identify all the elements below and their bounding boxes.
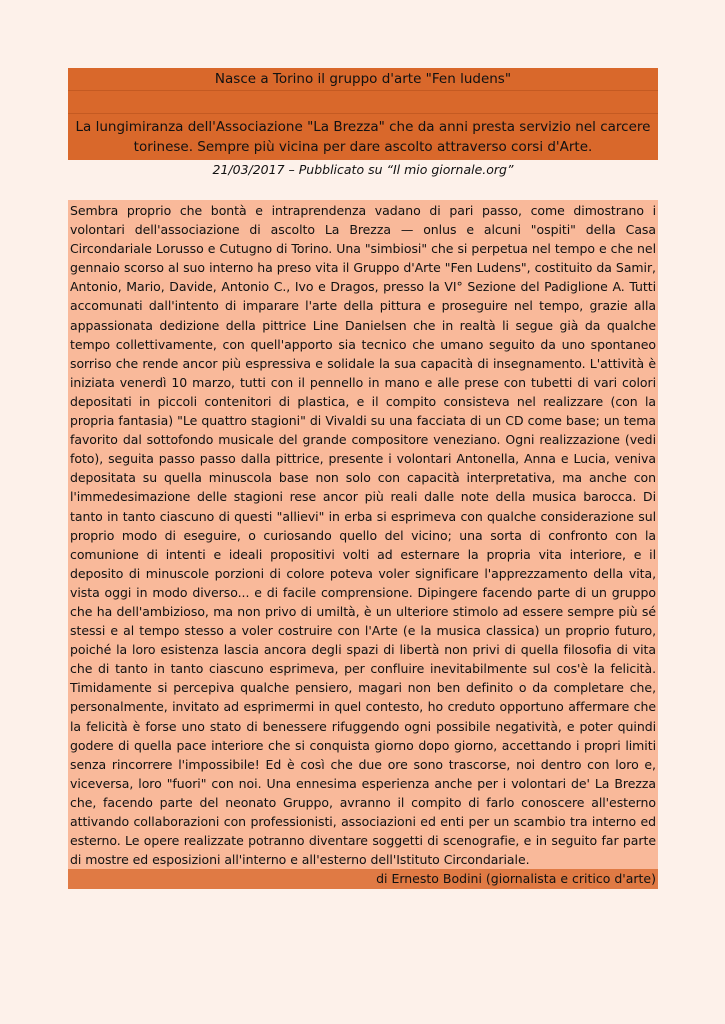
article-signature: di Ernesto Bodini (giornalista e critico d'arte) bbox=[68, 869, 658, 889]
article-subtitle: La lungimiranza dell'Associazione "La Brezza" che da anni presta servizio nel carcere torinese. Sempre più vicina per dare ascolto attraverso corsi d'Arte. bbox=[75, 119, 651, 155]
article-page bbox=[68, 68, 658, 889]
section-gap bbox=[68, 179, 658, 200]
publication-date: 21/03/2017 – Pubblicato su “Il mio giornale.org” bbox=[212, 162, 514, 177]
article-body: Sembra proprio che bontà e intraprendenza vadano di pari passo, come dimostrano i volontari dell'associazione di ascolto La Brezza — onlus e alcuni "ospiti" della Casa Circondariale Lorusso e Cutugno di Torino. Una "simbiosi" che si perpetua nel tempo e che nel gennaio scorso al suo interno ha preso vita il Gruppo d'Arte "Fen Ludens", costituito da Samir, Antonio, Mario, Davide, Antonio C., Ivo e Dragos, presso la VI° Sezione del Padiglione A. Tutti accomunati dall'intento di imparare l'arte della pittura e proseguire nel tempo, grazie alla appassionata dedizione della pittrice Line Danielsen che in realtà li segue già da qualche tempo collettivamente, con quell'apporto sia tecnico che umano seguito da uno spontaneo sorriso che rende ancor più espressiva e solidale la sua capacità di insegnamento. L'attività è iniziata venerdì 10 marzo, tutti con il pennello in mano e alle prese con tubetti di vari colori depositati in piccoli contenitori di plastica, e il compito consisteva nel realizzare (con la propria fantasia) "Le quattro stagioni" di Vivaldi su una facciata di un CD come base; un tema favorito dal sottofondo musicale del grande compositore veneziano. Ogni realizzazione (vedi foto), seguita passo passo dalla pittrice, presente i volontari Antonella, Anna e Lucia, veniva depositata su quella minuscola base non solo con capacità interpretativa, ma anche con l'immedesimazione delle stagioni rese ancor più reali dalle note della musica barocca. Di tanto in tanto ciascuno di questi "allievi" in erba si esprimeva con qualche considerazione sul proprio modo di eseguire, o curiosando quello del vicino; una sorta di confronto con la comunione di intenti e ideali propositivi volti ad esternare la propria vita interiore, e il deposito di minuscole porzioni di colore poteva voler significare l'apprezzamento della vita, vista oggi in modo diverso... e di facile comprensione. Dipingere facendo parte di un gruppo che ha dell'ambizioso, ma non privo di umiltà, è un ulteriore stimolo ad essere sempre più sé stessi e al tempo stesso a voler costruire con l'Arte (e la musica classica) un proprio futuro, poiché la loro esistenza lascia ancora degli spazi di libertà non privi di quella filosofia di vita che di tanto in tanto ciascuno esprimeva, per confluire inevitabilmente sul cos'è la felicità. Timidamente si percepiva qualche pensiero, magari non ben definito o da completare che, personalmente, invitato ad esprimermi in quel contesto, ho creduto opportuno affermare che la felicità è forse uno stato di benessere rifuggendo ogni possibile negatività, e poter quindi godere di quella pace interiore che si conquista giorno dopo giorno, accettando i propri limiti senza rincorrere l'impossibile! Ed è così che due ore sono trascorse, noi dentro con loro e, viceversa, loro "fuori" con noi. Una ennesima esperienza anche per i volontari de' La Brezza che, facendo parte del neonato Gruppo, avranno il compito di farlo conoscere all'esterno attivando collaborazioni con professionisti, associazioni ed enti per un scambio tra interno ed esterno. Le opere realizzate potranno diventare soggetti di scenografie, e in seguito far parte di mostre ed esposizioni all'interno e all'esterno dell'Istituto Circondariale. bbox=[68, 200, 658, 869]
title-spacer bbox=[68, 91, 658, 114]
article-title: Nasce a Torino il gruppo d'arte "Fen ludens" bbox=[68, 68, 658, 91]
title-band bbox=[68, 68, 658, 160]
